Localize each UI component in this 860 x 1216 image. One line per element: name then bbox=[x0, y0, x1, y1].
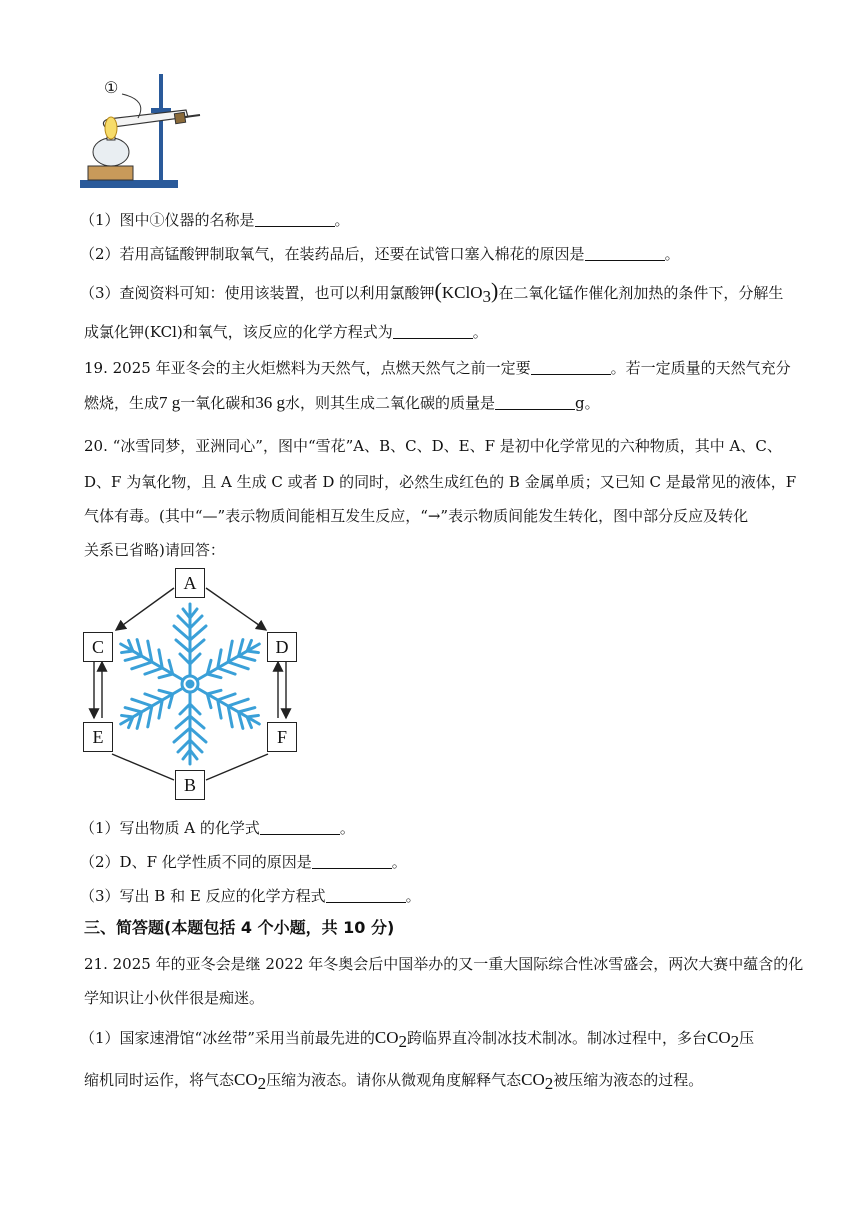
node-a: A bbox=[175, 568, 205, 598]
answer-blank[interactable] bbox=[260, 820, 340, 835]
answer-blank[interactable] bbox=[495, 395, 575, 410]
node-b: B bbox=[175, 770, 205, 800]
q18-part1: （1）图中①仪器的名称是 。 bbox=[80, 211, 350, 229]
node-c: C bbox=[83, 632, 113, 662]
q21-line1: 21. 2025 年的亚冬会是继 2022 年冬奥会后中国举办的又一重大国际综合性冰雪盛会，两次大赛中蕴含的化 bbox=[84, 955, 804, 973]
q20-part1: （1）写出物质 A 的化学式 。 bbox=[80, 819, 355, 837]
answer-blank[interactable] bbox=[393, 324, 473, 339]
q20-part3: （3）写出 B 和 E 反应的化学方程式 。 bbox=[80, 887, 421, 905]
q20-line1: 20. “冰雪同梦，亚洲同心”，图中“雪花”A、B、C、D、E、F 是初中化学常见的六种物质，其中 A、C、 bbox=[84, 437, 782, 455]
answer-blank[interactable] bbox=[531, 360, 611, 375]
q21-part1-line1: （1）国家速滑馆“冰丝带”采用当前最先进的$CO_2$跨临界直冷制冰技术制冰。制冰过程中，多台$CO_2$压 bbox=[80, 1028, 755, 1051]
q19-line2: 燃烧，生成7 g一氧化碳和36 g水，则其生成二氧化碳的质量是 g。 bbox=[84, 393, 600, 412]
answer-blank[interactable] bbox=[585, 246, 665, 261]
q21-line2: 学知识让小伙伴很是痴迷。 bbox=[84, 989, 265, 1007]
answer-blank[interactable] bbox=[326, 888, 406, 903]
q20-line3: 气体有毒。(其中“—”表示物质间能相互发生反应，“→”表示物质间能发生转化，图中部分反应及转化 bbox=[84, 507, 749, 525]
q18-part3-line1: （3）查阅资料可知：使用该装置，也可以利用氯酸钾(KClO$_3$)在二氧化锰作催化剂加热的条件下，分解生 bbox=[80, 278, 784, 306]
q19-line1: 19. 2025 年亚冬会的主火炬燃料为天然气，点燃天然气之前一定要 。若一定质量的天然气充分 bbox=[84, 359, 791, 377]
q18-part2: （2）若用高锰酸钾制取氧气，在装药品后，还要在试管口塞入棉花的原因是 。 bbox=[80, 245, 680, 263]
node-e: E bbox=[83, 722, 113, 752]
section-title: 三、简答题(本题包括 4 个小题，共 10 分) bbox=[84, 918, 395, 937]
apparatus-label: ① bbox=[104, 78, 119, 97]
q21-part1-line2: 缩机同时运作，将气态$CO_2$压缩为液态。请你从微观角度解释气态$CO_2$被压缩为液态的过程。 bbox=[84, 1070, 704, 1093]
answer-blank[interactable] bbox=[312, 854, 392, 869]
snowflake-diagram bbox=[78, 566, 310, 802]
q20-line4: 关系已省略)请回答： bbox=[84, 541, 225, 559]
q18-part3-line2: 成氯化钾(KCl)和氧气，该反应的化学方程式为 。 bbox=[84, 323, 488, 341]
node-f: F bbox=[267, 722, 297, 752]
q20-line2: D、F 为氧化物，且 A 生成 C 或者 D 的同时，必然生成红色的 B 金属单质；又已知 C 是最常见的液体，F bbox=[84, 473, 797, 491]
q20-part2: （2）D、F 化学性质不同的原因是 。 bbox=[80, 853, 407, 871]
answer-blank[interactable] bbox=[255, 212, 335, 227]
node-d: D bbox=[267, 632, 297, 662]
apparatus-figure bbox=[78, 70, 203, 195]
